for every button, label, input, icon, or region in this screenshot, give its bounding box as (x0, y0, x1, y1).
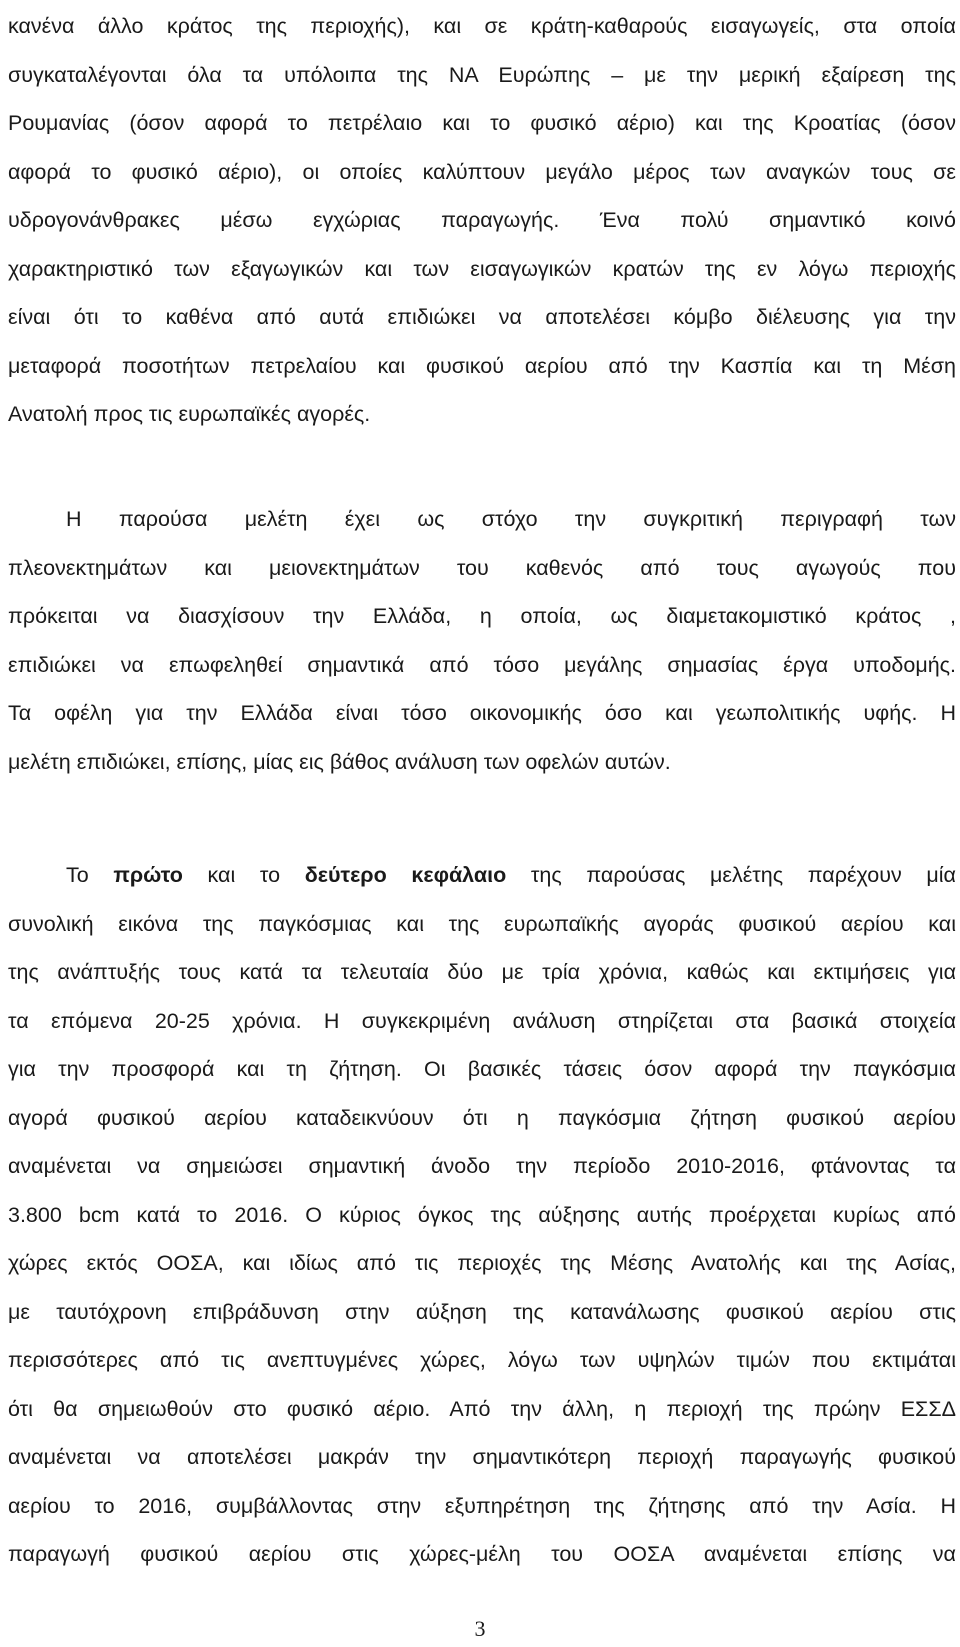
text-line: περισσότερες από τις ανεπτυγμένες χώρες, λόγω των υψηλών τιμών που εκτιμάται (8, 1348, 956, 1372)
text-line: της ανάπτυξής τους κατά τα τελευταία δύο με τρία χρόνια, καθώς και εκτιμήσεις για (8, 960, 956, 984)
text-line: παραγωγή φυσικού αερίου στις χώρες-μέλη του ΟΟΣΑ αναμένεται επίσης να (8, 1542, 956, 1566)
text-line: ότι θα σημειωθούν στο φυσικό αέριο. Από την άλλη, η περιοχή της πρώην ΕΣΣΔ (8, 1396, 956, 1421)
text-line: συνολική εικόνα της παγκόσμιας και της ευρωπαϊκής αγοράς φυσικού αερίου και (8, 911, 956, 936)
bold-term-first: πρώτο (113, 863, 183, 887)
text-line: πλεονεκτημάτων και μειονεκτημάτων του καθενός από τους αγωγούς που (8, 555, 956, 580)
page-number: 3 (474, 1616, 486, 1641)
text-line (8, 851, 956, 900)
text-line: τα επόμενα 20-25 χρόνια. Η συγκεκριμένη ανάλυση στηρίζεται στα βασικά στοιχεία (8, 1008, 956, 1033)
text-line: υδρογονάνθρακες μέσω εγχώριας παραγωγής. Ένα πολύ σημαντικό κοινό (8, 208, 956, 232)
text-line: για την προσφορά και τη ζήτηση. Οι βασικές τάσεις όσον αφορά την παγκόσμια (8, 1057, 956, 1081)
text-line: αερίου το 2016, συμβάλλοντας στην εξυπηρέτηση της ζήτησης από την Ασία. Η (8, 1493, 956, 1518)
text-run: και το (182, 863, 305, 887)
paragraph-1 (8, 2, 956, 439)
text-line: Ρουμανίας (όσον αφορά το πετρέλαιο και το φυσικό αέριο) και της Κροατίας (όσον (8, 111, 956, 135)
text-line: 3.800 bcm κατά το 2016. Ο κύριος όγκος της αύξησης αυτής προέρχεται κυρίως από (8, 1202, 956, 1227)
text-line: αναμένεται να σημειώσει σημαντική άνοδο την περίοδο 2010-2016, φτάνοντας τα (8, 1154, 956, 1178)
text-line: μελέτη επιδιώκει, επίσης, μίας εις βάθος ανάλυση των οφελών αυτών. (8, 749, 671, 774)
text-line: είναι ότι το καθένα από αυτά επιδιώκει να αποτελέσει κόμβο διέλευσης για την (8, 305, 956, 329)
text-line: κανένα άλλο κράτος της περιοχής), και σε κράτη-καθαρούς εισαγωγείς, στα οποία (8, 14, 956, 38)
text-line: αγορά φυσικού αερίου καταδεικνύουν ότι η παγκόσμια ζήτηση φυσικού αερίου (8, 1105, 956, 1130)
bold-term-second-chapter: δεύτερο κεφάλαιο (304, 863, 507, 887)
text-line: χαρακτηριστικό των εξαγωγικών και των εισαγωγικών κρατών της εν λόγω περιοχής (8, 256, 956, 281)
text-run: της παρούσας μελέτης παρέχουν μία (506, 863, 956, 887)
text-line: Η παρούσα μελέτη έχει ως στόχο την συγκριτική περιγραφή των (66, 507, 956, 531)
text-line: Τα οφέλη για την Ελλάδα είναι τόσο οικονομικής όσο και γεωπολιτικής υφής. Η (8, 701, 956, 725)
text-line: συγκαταλέγονται όλα τα υπόλοιπα της ΝΑ Ευρώπης – με την μερική εξαίρεση της (8, 62, 956, 87)
text-line: επιδιώκει να επωφεληθεί σημαντικά από τόσο μεγάλης σημασίας έργα υποδομής. (8, 652, 956, 677)
text-line: με ταυτόχρονη επιβράδυνση στην αύξηση της κατανάλωσης φυσικού αερίου στις (8, 1299, 956, 1324)
paragraph-2 (8, 495, 956, 786)
text-run: Το (66, 863, 114, 887)
text-line: μεταφορά ποσοτήτων πετρελαίου και φυσικού αερίου από την Κασπία και τη Μέση (8, 353, 956, 378)
paragraph-3 (8, 851, 956, 1579)
text-line: αφορά το φυσικό αέριο), οι οποίες καλύπτουν μεγάλο μέρος των αναγκών τους σε (8, 159, 956, 184)
text-line: αναμένεται να αποτελέσει μακράν την σημαντικότερη περιοχή παραγωγής φυσικού (8, 1445, 956, 1469)
text-line: Ανατολή προς τις ευρωπαϊκές αγορές. (8, 402, 371, 426)
text-line: χώρες εκτός ΟΟΣΑ, και ιδίως από τις περιοχές της Μέσης Ανατολής και της Ασίας, (8, 1251, 956, 1275)
text-line: πρόκειται να διασχίσουν την Ελλάδα, η οποία, ως διαμετακομιστικό κράτος , (8, 604, 956, 628)
